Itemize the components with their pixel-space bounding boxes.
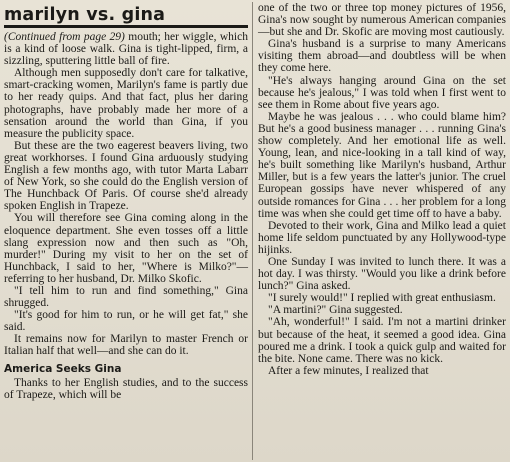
right-column — [258, 2, 506, 377]
article-paragraph: "A martini?" Gina suggested. — [268, 304, 403, 317]
article-paragraph: But these are the two eagerest beavers living, two great workhorses. I found Gina arduously studying English a few months ago, with tutor Marta Labarr of New York, so she could do the English version of The Hunchback Of Paris. Of course she'd already spoken English in Trapeze. — [4, 139, 248, 213]
article-paragraph: "He's always hanging around Gina on the set because he's jealous," I was told when I first went to see them in Rome about five years ago. — [258, 74, 506, 111]
article-paragraph: "I surely would!" I replied with great enthusiasm. — [268, 292, 496, 305]
section-subhead: America Seeks Gina — [4, 362, 122, 375]
article-paragraph: one of the two or three top money pictures of 1956, Gina's now sought by numerous American companies—but she and Dr. Skofic are moving most cautiously. — [258, 2, 506, 39]
article-paragraph: It remains now for Marilyn to master French or Italian half that well—and she can do it. — [4, 333, 248, 358]
article-paragraph: Although men supposedly don't care for talkative, smart-cracking women, Marilyn's fame is partly due to her ready quips. And that fact, plus her daring photographs, have probably made her more of a sensation around the world than Gina, if you measure the publicity space. — [4, 67, 248, 140]
article-paragraph: Thanks to her English studies, and to the success of Trapeze, which will be — [4, 376, 248, 401]
article-paragraph: You will therefore see Gina coming along in the eloquence department. She even tosses off a little slang expression now and then such as "Oh, murder!" During my visit to her on the set of Hunchback, I said to her, "Where is Milko?"—referring to her husband, Dr. Milko Skofic. — [4, 212, 248, 285]
article-paragraph: (Continued from page 29) mouth; her wiggle, which is a kind of loose walk. Gina is tight-lipped, firm, a sizzling, sputtering little ball of fire. — [4, 31, 248, 68]
article-paragraph: One Sunday I was invited to lunch there. It was a hot day. I was thirsty. "Would you like a drink before lunch?" Gina asked. — [258, 255, 506, 293]
continued-note: (Continued from page 29) — [4, 31, 125, 43]
article-paragraph: "I tell him to run and find something," Gina shrugged. — [4, 284, 248, 310]
article-paragraph: Maybe he was jealous . . . who could blame him? But he's a good business manager . . . running Gina's show completely. And her emotional life as well. Young, lean, and nice-looking in a tall kind of way, he's built something like Marilyn's husband, Arthur Miller, but is a few years the latter's junior. The cruel European gossips have never whispered of any outside romances for Gina . . . her problem for a long time was when she could get time off to have a baby. — [258, 110, 506, 220]
column-rule — [252, 2, 253, 460]
article-paragraph: Gina's husband is a surprise to many Americans visiting them abroad—and doubtless will be when they come here. — [258, 38, 506, 75]
article-paragraph: "Ah, wonderful!" I said. I'm not a martini drinker but because of the heat, it seemed a good idea. Gina poured me a drink. I took a quick gulp and waited for the bite. None came. There was no kick. — [258, 316, 506, 365]
left-column — [4, 0, 248, 401]
article-paragraph: "It's good for him to run, or he will get fat," she said. — [4, 309, 248, 334]
title-box — [4, 0, 248, 28]
article-paragraph: After a few minutes, I realized that — [268, 364, 429, 377]
article-title: marilyn vs. gina — [4, 5, 166, 25]
article-paragraph: Devoted to their work, Gina and Milko lead a quiet home life seldom punctuated by any Hollywood-type hijinks. — [258, 219, 506, 256]
